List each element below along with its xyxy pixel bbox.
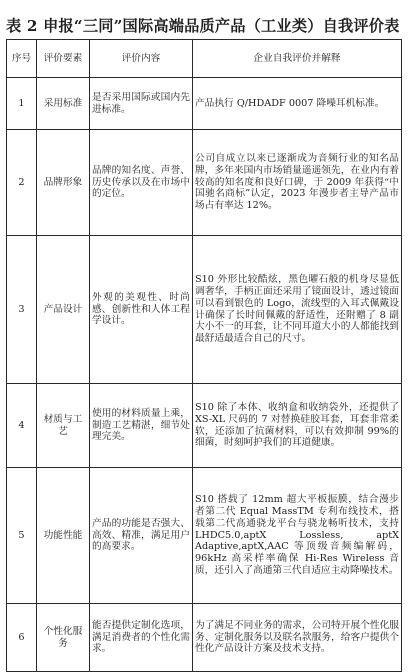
row-evaluation: 为了满足不同业务的需求，公司特开展个性化服务、定制化服务以及联名款服务，给客户提供个性化产品设计方案及技术支持。 — [193, 604, 402, 672]
table-row — [7, 130, 402, 236]
header-content: 评价内容 — [90, 40, 193, 78]
row-number: 5 — [7, 468, 37, 604]
row-number: 4 — [7, 384, 37, 468]
table-row — [7, 604, 402, 672]
self-evaluation-table — [6, 39, 402, 672]
row-content: 品牌的知名度、声誉、历史传承以及在市场中的定位。 — [90, 130, 193, 236]
row-factor: 个性化服务 — [37, 604, 90, 672]
header-eval: 企业自我评价并解释 — [193, 40, 402, 78]
row-evaluation: S10 搭载了 12mm 超大平板振膜，结合漫步者第二代 Equal MassTM 专利布线技术，搭载第二代高通骁龙平台与骁龙畅听技术，支持 LHDC5.0,aptX Lossless, aptX Adaptive,aptX,AAC 等顶级音频编解码，96kHz 高采样率确保 Hi-Res Wireless 音质，还引入了高通第三代自适应主动降噪技术。 — [193, 468, 402, 604]
table-row — [7, 468, 402, 604]
header-no: 序号 — [7, 40, 37, 78]
row-evaluation: 产品执行 Q/HDADF 0007 降噪耳机标准。 — [193, 78, 402, 130]
row-number: 1 — [7, 78, 37, 130]
header-factor: 评价要素 — [37, 40, 90, 78]
row-evaluation: 公司自成立以来已逐渐成为音频行业的知名品牌，多年来国内市场销量遥遥领先，在业内有着较高的知名度和良好口碑，于 2009 年获得“中国驰名商标”认定，2023 年漫步者主导产品市场占有率达 12%。 — [193, 130, 402, 236]
row-number: 2 — [7, 130, 37, 236]
row-content: 产品的功能是否强大、高效、精准，满足用户的高要求。 — [90, 468, 193, 604]
table-row — [7, 384, 402, 468]
row-factor: 产品设计 — [37, 236, 90, 384]
table-title: 表 2 申报“三同”国际高端品质产品（工业类）自我评价表 — [6, 17, 400, 35]
row-content: 使用的材料质量上乘，制造工艺精湛，细节处理完美。 — [90, 384, 193, 468]
row-number: 6 — [7, 604, 37, 672]
row-factor: 品牌形象 — [37, 130, 90, 236]
table-row — [7, 78, 402, 130]
row-content: 能否提供定制化选项，满足消费者的个性化需求。 — [90, 604, 193, 672]
table-header-row — [7, 40, 402, 78]
row-number: 3 — [7, 236, 37, 384]
row-content: 是否采用国际或国内先进标准。 — [90, 78, 193, 130]
row-evaluation: S10 除了本体、收纳盒和收纳袋外，还提供了 XS-XL 尺码的 7 对替换硅胶耳套，耳套非常柔软，还添加了抗菌材料，可以有效抑制 99%的细菌，时刻呵护我们的耳道健康。 — [193, 384, 402, 468]
row-factor: 采用标准 — [37, 78, 90, 130]
row-factor: 材质与工艺 — [37, 384, 90, 468]
row-factor: 功能性能 — [37, 468, 90, 604]
row-evaluation: S10 外形比较酷炫，黑色曜石般的机身尽显低调奢华，手柄正面还采用了镜面设计，透过镜面可以看到银色的 Logo，流线型的入耳式佩戴设计确保了长时间佩戴的舒适性，还附赠了 8 副大小不一的耳套，让不同耳道大小的人都能找到最舒适最适合自己的尺寸。 — [193, 236, 402, 384]
row-content: 外观的美观性、时尚感、创新性和人体工程学设计。 — [90, 236, 193, 384]
table-row — [7, 236, 402, 384]
